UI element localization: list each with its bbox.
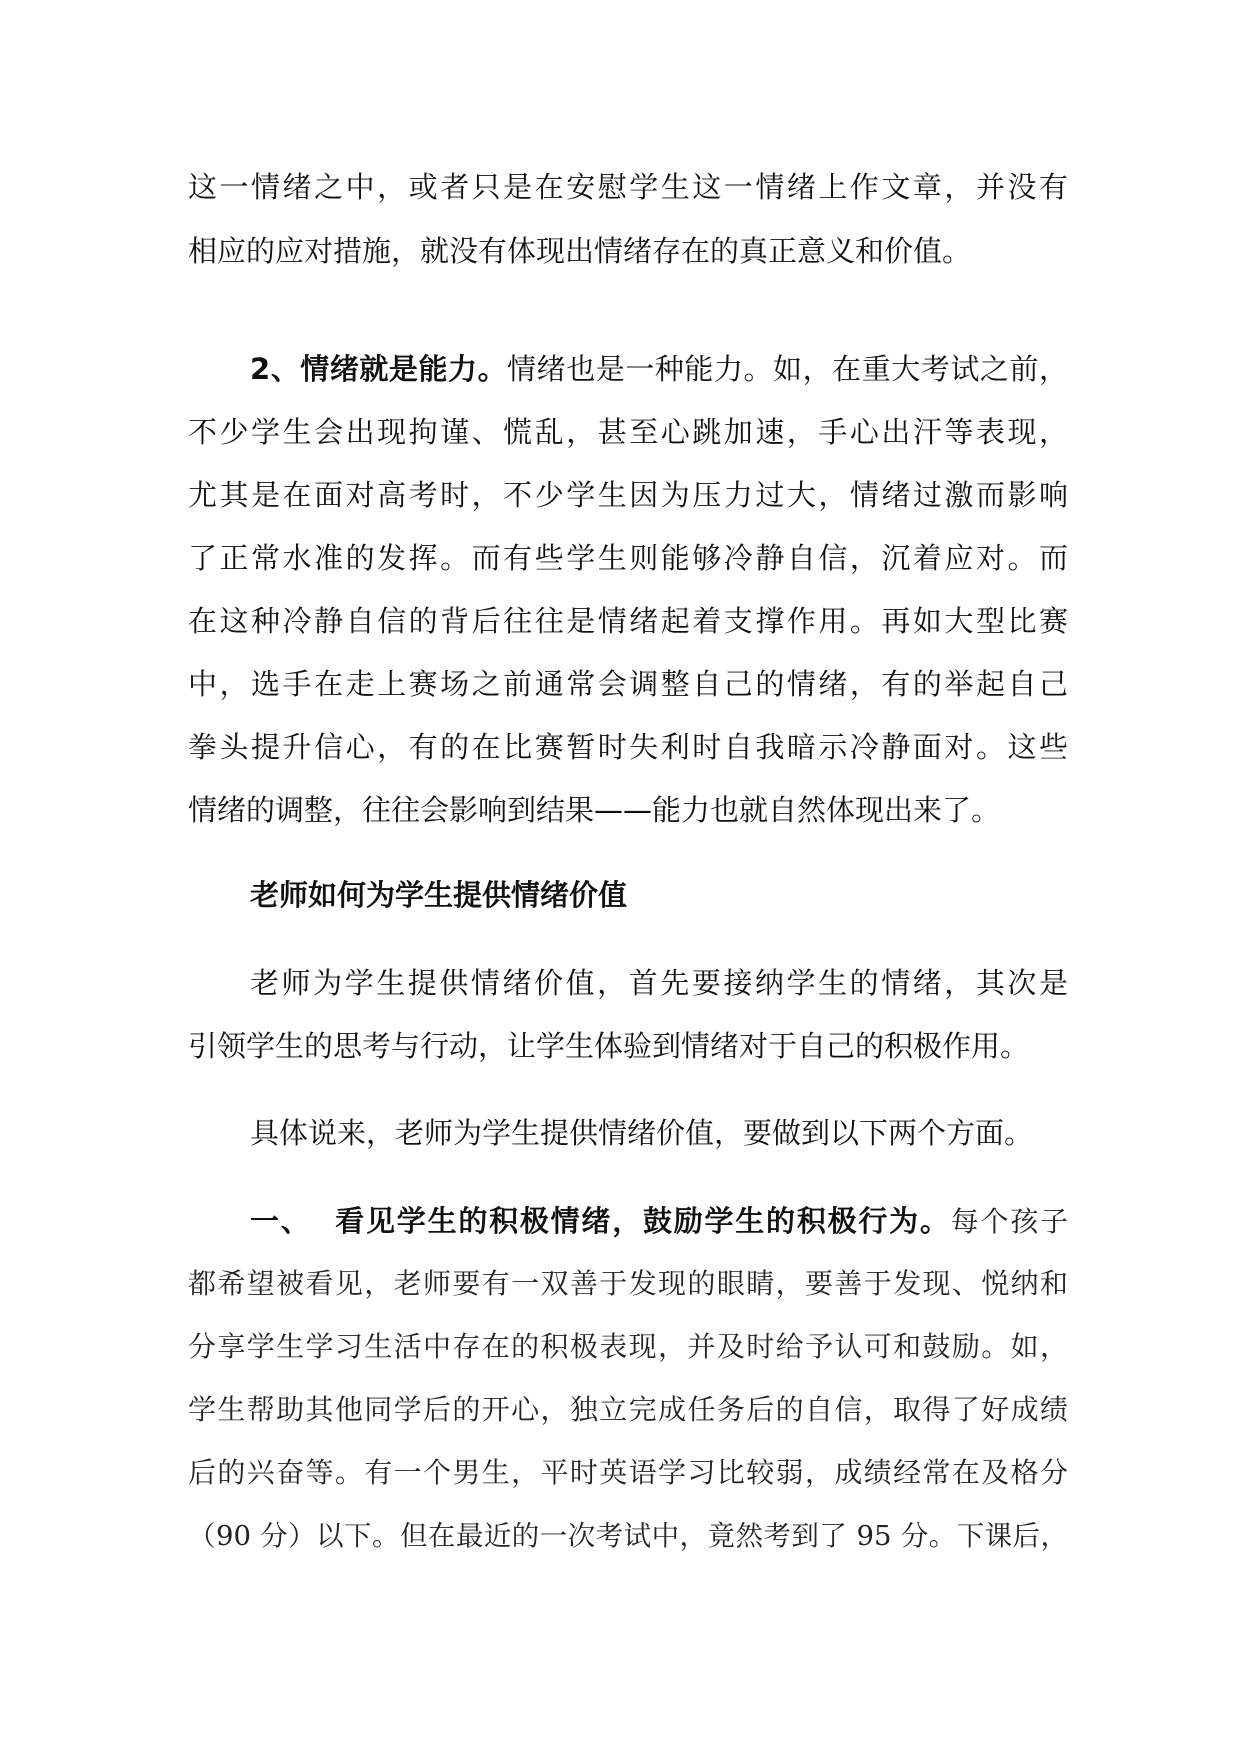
- para2-line-8: 情绪的调整，往往会影响到结果——能力也就自然体现出来了。: [188, 793, 1001, 827]
- para5-heading: 一、 看见学生的积极情绪，鼓励学生的积极行为。: [250, 1204, 951, 1238]
- para5-line-1: [250, 1196, 1068, 1246]
- para5-line-4: 学生帮助其他同学后的开心，独立完成任务后的自信，取得了好成绩: [188, 1393, 1068, 1426]
- para1-line-1: 这一情绪之中，或者只是在安慰学生这一情绪上作文章，并没有: [188, 170, 1068, 204]
- para2-line-3: 尤其是在面对高考时，不少学生因为压力过大，情绪过激而影响: [188, 478, 1068, 512]
- para2-line-5: 在这种冷静自信的背后往往是情绪起着支撑作用。再如大型比赛: [188, 604, 1068, 638]
- para2-line-4: 了正常水准的发挥。而有些学生则能够冷静自信，沉着应对。而: [188, 541, 1068, 575]
- para5-line-3: 分享学生学习生活中存在的积极表现，并及时给予认可和鼓励。如，: [188, 1330, 1068, 1363]
- para2-line-7: 拳头提升信心，有的在比赛暂时失利时自我暗示冷静面对。这些: [188, 730, 1068, 764]
- para2-line-6: 中，选手在走上赛场之前通常会调整自己的情绪，有的举起自己: [188, 667, 1068, 701]
- para4-line-1: 具体说来，老师为学生提供情绪价值，要做到以下两个方面。: [250, 1116, 1034, 1150]
- para2-line-1: [250, 344, 1068, 394]
- para2-line-1-text: 情绪也是一种能力。如，在重大考试之前，: [507, 352, 1068, 386]
- para5-line-6: （90 分）以下。但在最近的一次考试中，竟然考到了 95 分。下课后，: [188, 1520, 1068, 1552]
- para3-line-1: 老师为学生提供情绪价值，首先要接纳学生的情绪，其次是: [250, 966, 1068, 1000]
- para2-line-2: 不少学生会出现拘谨、慌乱，甚至心跳加速，手心出汗等表现，: [188, 415, 1068, 449]
- para1-line-2: 相应的应对措施，就没有体现出情绪存在的真正意义和价值。: [188, 234, 972, 268]
- para2-heading: 2、情绪就是能力。: [250, 352, 508, 386]
- section-title: 老师如何为学生提供情绪价值: [250, 878, 628, 912]
- para5-line-2: 都希望被看见，老师要有一双善于发现的眼睛，要善于发现、悦纳和: [188, 1267, 1068, 1300]
- para5-line-1-text: 每个孩子: [950, 1205, 1068, 1238]
- para5-line-5: 后的兴奋等。有一个男生，平时英语学习比较弱，成绩经常在及格分: [188, 1456, 1068, 1489]
- para3-line-2: 引领学生的思考与行动，让学生体验到情绪对于自己的积极作用。: [188, 1029, 1030, 1063]
